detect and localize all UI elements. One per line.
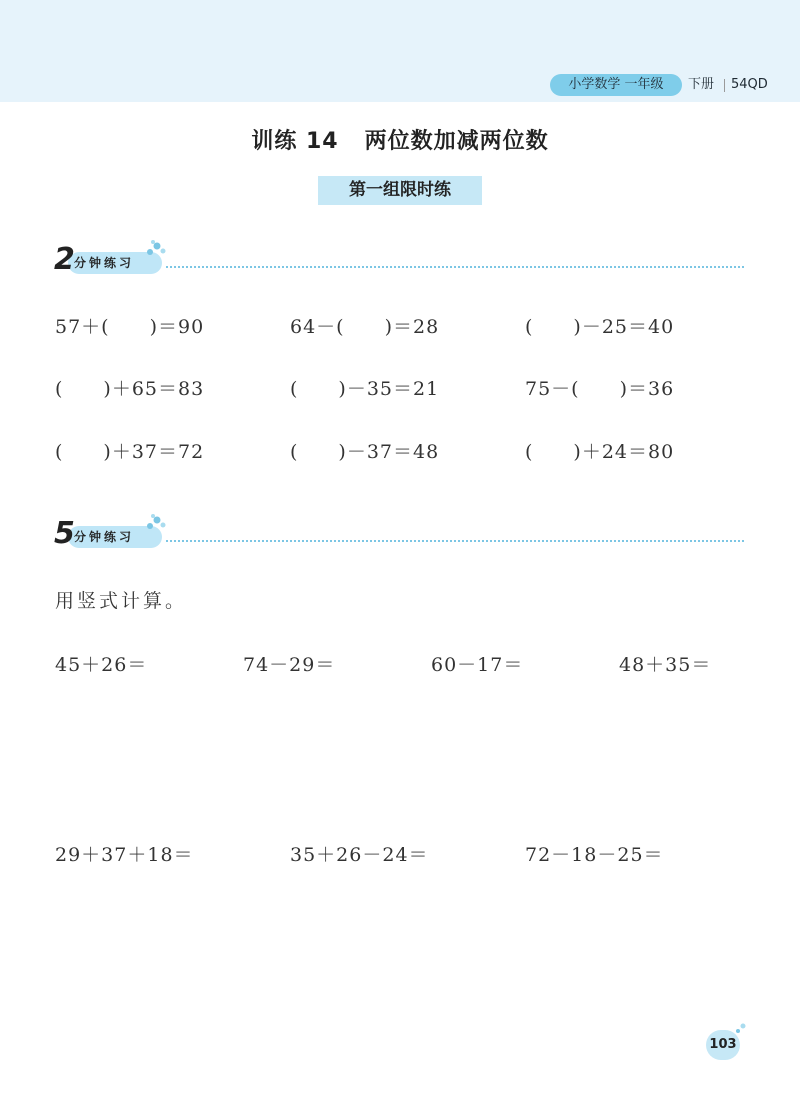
dotted-divider (166, 266, 744, 268)
section-label: 分钟练习 (74, 256, 135, 270)
equation-2-1: ( )＋65＝83 (55, 378, 205, 400)
edition-code: 54QD (731, 77, 768, 92)
equation-1-3: ( )－25＝40 (525, 316, 675, 338)
equation-3-3: ( )＋24＝80 (525, 441, 675, 463)
equation-2-3: 75－( )＝36 (525, 378, 675, 400)
calc-2-2: 35＋26－24＝ (290, 844, 429, 866)
calc-2-3: 72－18－25＝ (525, 844, 664, 866)
section-header-2min (54, 240, 754, 280)
equation-1-1: 57＋( )＝90 (55, 316, 205, 338)
equation-3-1: ( )＋37＝72 (55, 441, 205, 463)
page-title (0, 124, 800, 155)
dotted-divider (166, 540, 744, 542)
water-drop-icon (144, 238, 168, 258)
section-minutes: 2 (54, 242, 75, 277)
instruction-text: 用竖式计算。 (55, 590, 188, 612)
calc-1-2: 74－29＝ (243, 654, 336, 676)
calc-1-4: 48＋35＝ (619, 654, 712, 676)
equation-1-2: 64－( )＝28 (290, 316, 440, 338)
calc-2-1: 29＋37＋18＝ (55, 844, 194, 866)
equation-2-2: ( )－35＝21 (290, 378, 440, 400)
water-drop-icon (734, 1022, 748, 1036)
subject-grade-pill: 小学数学 一年级 (550, 74, 682, 96)
group-subtitle: 第一组限时练 (318, 176, 482, 205)
section-label: 分钟练习 (74, 530, 135, 544)
calc-1-3: 60－17＝ (431, 654, 524, 676)
water-drop-icon (144, 512, 168, 532)
section-minutes: 5 (54, 516, 75, 551)
header-separator (724, 79, 725, 92)
section-header-5min (54, 514, 754, 554)
lesson-topic: 两位数加减两位数 (364, 129, 549, 154)
calc-1-1: 45＋26＝ (55, 654, 148, 676)
lesson-number: 训练 14 (251, 129, 339, 154)
volume-label: 下册 (688, 77, 715, 92)
page-number: 103 (706, 1030, 740, 1060)
equation-3-2: ( )－37＝48 (290, 441, 440, 463)
